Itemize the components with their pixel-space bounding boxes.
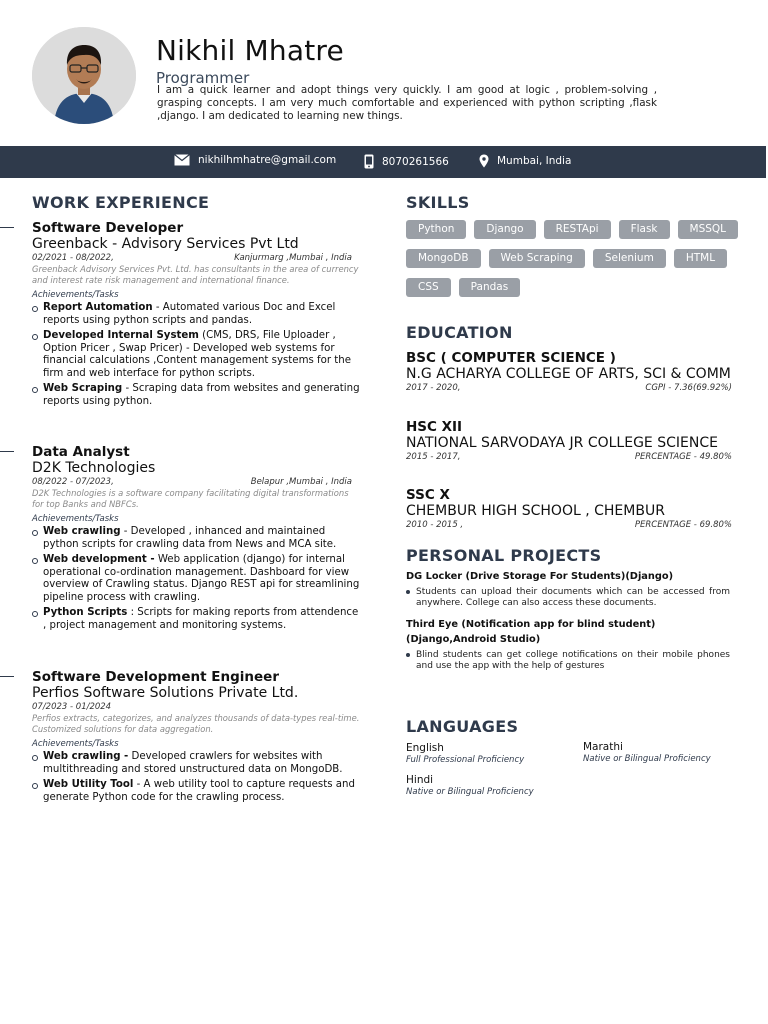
- job-meta: [32, 477, 362, 487]
- edu-meta: [406, 520, 736, 530]
- phone-text: 8070261566: [382, 155, 449, 168]
- edu-degree: SSC X: [406, 487, 450, 503]
- profile-photo: [32, 27, 136, 124]
- language-name: Hindi: [406, 774, 434, 786]
- skill-tag: Django: [474, 220, 535, 239]
- project-entry: [406, 617, 730, 671]
- language-name: English: [406, 742, 444, 754]
- profile-summary: I am a quick learner and adopt things very quickly. I am good at logic , problem-solving , grasping concepts. I am very much comfortable and experienced with python scripting ,flask ,django. I am dedicated to learning new things.: [157, 84, 657, 122]
- work-experience-heading: WORK EXPERIENCE: [32, 193, 210, 212]
- achievements-label: Achievements/Tasks: [32, 514, 119, 524]
- job-title: Data Analyst: [32, 444, 130, 460]
- edu-meta: [406, 452, 736, 462]
- candidate-role: Programmer: [156, 69, 250, 87]
- language-level: Full Professional Proficiency: [406, 755, 525, 765]
- project-title: DG Locker (Drive Storage For Students)(Django): [406, 571, 674, 582]
- task-item: Web development - Web application (django) for internal operational co-ordination management. Dashboard for view overview of Crawling status. Django REST api for streamlining pipeline process with crawling.: [32, 554, 362, 604]
- job-marker: [0, 227, 14, 228]
- languages-heading: LANGUAGES: [406, 717, 519, 736]
- mail-icon: [174, 154, 190, 166]
- contact-location: [479, 154, 571, 168]
- job-title: Software Development Engineer: [32, 669, 279, 685]
- skill-tag: Selenium: [593, 249, 666, 268]
- job-description: Greenback Advisory Services Pvt. Ltd. has consultants in the area of currency and interest rate risk management and international finance.: [32, 264, 359, 285]
- edu-school: NATIONAL SARVODAYA JR COLLEGE SCIENCE: [406, 435, 718, 451]
- edu-school: N.G ACHARYA COLLEGE OF ARTS, SCI & COMM: [406, 366, 731, 382]
- job-location: Kanjurmarg ,Mumbai , India: [234, 253, 352, 263]
- job-location: Belapur ,Mumbai , India: [250, 477, 352, 487]
- job-title: Software Developer: [32, 220, 184, 236]
- language-entry: [406, 742, 524, 765]
- edu-school: CHEMBUR HIGH SCHOOL , CHEMBUR: [406, 503, 665, 519]
- task-item: Python Scripts : Scripts for making reports from attendence , project management and monitoring systems.: [32, 607, 362, 632]
- projects-heading: PERSONAL PROJECTS: [406, 546, 602, 565]
- skills-heading: SKILLS: [406, 193, 470, 212]
- achievements-label: Achievements/Tasks: [32, 290, 119, 300]
- edu-degree: BSC ( COMPUTER SCIENCE ): [406, 350, 616, 366]
- job-dates: 08/2022 - 07/2023,: [32, 477, 114, 487]
- job-company: Perfios Software Solutions Private Ltd.: [32, 685, 299, 701]
- language-level: Native or Bilingual Proficiency: [583, 754, 711, 764]
- project-title: Third Eye (Notification app for blind student) (Django,Android Studio): [406, 619, 656, 645]
- email-text: nikhilhmhatre@gmail.com: [198, 154, 337, 166]
- language-level: Native or Bilingual Proficiency: [406, 787, 534, 797]
- job-meta: [32, 702, 362, 712]
- skill-tag: Web Scraping: [489, 249, 585, 268]
- job-entry: [32, 444, 362, 635]
- task-item: Web crawling - Developed crawlers for websites with multithreading and stored unstructured data on MongoDB.: [32, 751, 362, 776]
- task-list: [32, 302, 362, 408]
- education-entry: [406, 487, 736, 530]
- language-entry: [583, 741, 711, 764]
- project-entry: [406, 569, 730, 608]
- project-description: Students can upload their documents which can be accessed from anywhere. College can also access these documents.: [406, 587, 730, 608]
- task-item: Web Utility Tool - A web utility tool to capture requests and generate Python code for the crawling process.: [32, 779, 362, 804]
- location-pin-icon: [479, 154, 489, 168]
- job-description: Perfios extracts, categorizes, and analyzes thousands of data-types real-time. Customized solutions for data aggregation.: [32, 713, 360, 734]
- task-list: [32, 751, 362, 804]
- education-entry: [406, 350, 736, 393]
- skill-tag: Flask: [619, 220, 670, 239]
- job-company: Greenback - Advisory Services Pvt Ltd: [32, 236, 299, 252]
- edu-meta: [406, 383, 736, 393]
- contact-bar: [0, 146, 766, 178]
- job-dates: 02/2021 - 08/2022,: [32, 253, 114, 263]
- edu-dates: 2015 - 2017,: [406, 452, 461, 462]
- skills-list: [406, 220, 746, 297]
- task-item: Report Automation - Automated various Doc and Excel reports using python scripts and pandas.: [32, 302, 362, 327]
- task-list: [32, 526, 362, 632]
- education-entry: [406, 419, 736, 462]
- job-entry: [32, 669, 362, 807]
- edu-score: PERCENTAGE - 49.80%: [634, 452, 732, 462]
- skill-tag: Python: [406, 220, 466, 239]
- job-marker: [0, 676, 14, 677]
- edu-dates: 2017 - 2020,: [406, 383, 461, 393]
- edu-score: CGPI - 7.36(69.92%): [645, 383, 732, 393]
- phone-icon: [364, 154, 374, 169]
- location-text: Mumbai, India: [497, 155, 572, 167]
- skill-tag: Pandas: [459, 278, 521, 297]
- job-dates: 07/2023 - 01/2024: [32, 702, 112, 712]
- job-company: D2K Technologies: [32, 460, 156, 476]
- language-entry: [406, 774, 534, 797]
- job-description: D2K Technologies is a software company facilitating digital transformations for top Banks and NBFCs.: [32, 488, 349, 509]
- contact-email[interactable]: [174, 154, 336, 166]
- job-meta: [32, 253, 362, 263]
- job-marker: [0, 451, 14, 452]
- skill-tag: MongoDB: [406, 249, 481, 268]
- language-name: Marathi: [583, 741, 623, 753]
- contact-phone[interactable]: [364, 154, 449, 169]
- edu-dates: 2010 - 2015 ,: [406, 520, 464, 530]
- skill-tag: CSS: [406, 278, 451, 297]
- person-photo-icon: [32, 27, 136, 124]
- task-item: Web Scraping - Scraping data from websites and generating reports using python.: [32, 383, 362, 408]
- achievements-label: Achievements/Tasks: [32, 739, 119, 749]
- edu-score: PERCENTAGE - 69.80%: [634, 520, 732, 530]
- skill-tag: RESTApi: [544, 220, 611, 239]
- edu-degree: HSC XII: [406, 419, 463, 435]
- skill-tag: MSSQL: [678, 220, 739, 239]
- task-item: Developed Internal System (CMS, DRS, File Uploader , Option Pricer , Swap Pricer) - Developed web systems for financial calculations ,Content management systems for the firm and web interface for python scripts.: [32, 330, 362, 380]
- task-item: Web crawling - Developed , inhanced and maintained python scripts for crawling data from News and MCA site.: [32, 526, 362, 551]
- education-heading: EDUCATION: [406, 323, 513, 342]
- candidate-name: Nikhil Mhatre: [156, 34, 344, 67]
- project-description: Blind students can get college notifications on their mobile phones and use the app with the help of gestures: [406, 650, 730, 671]
- job-entry: [32, 220, 362, 411]
- skill-tag: HTML: [674, 249, 727, 268]
